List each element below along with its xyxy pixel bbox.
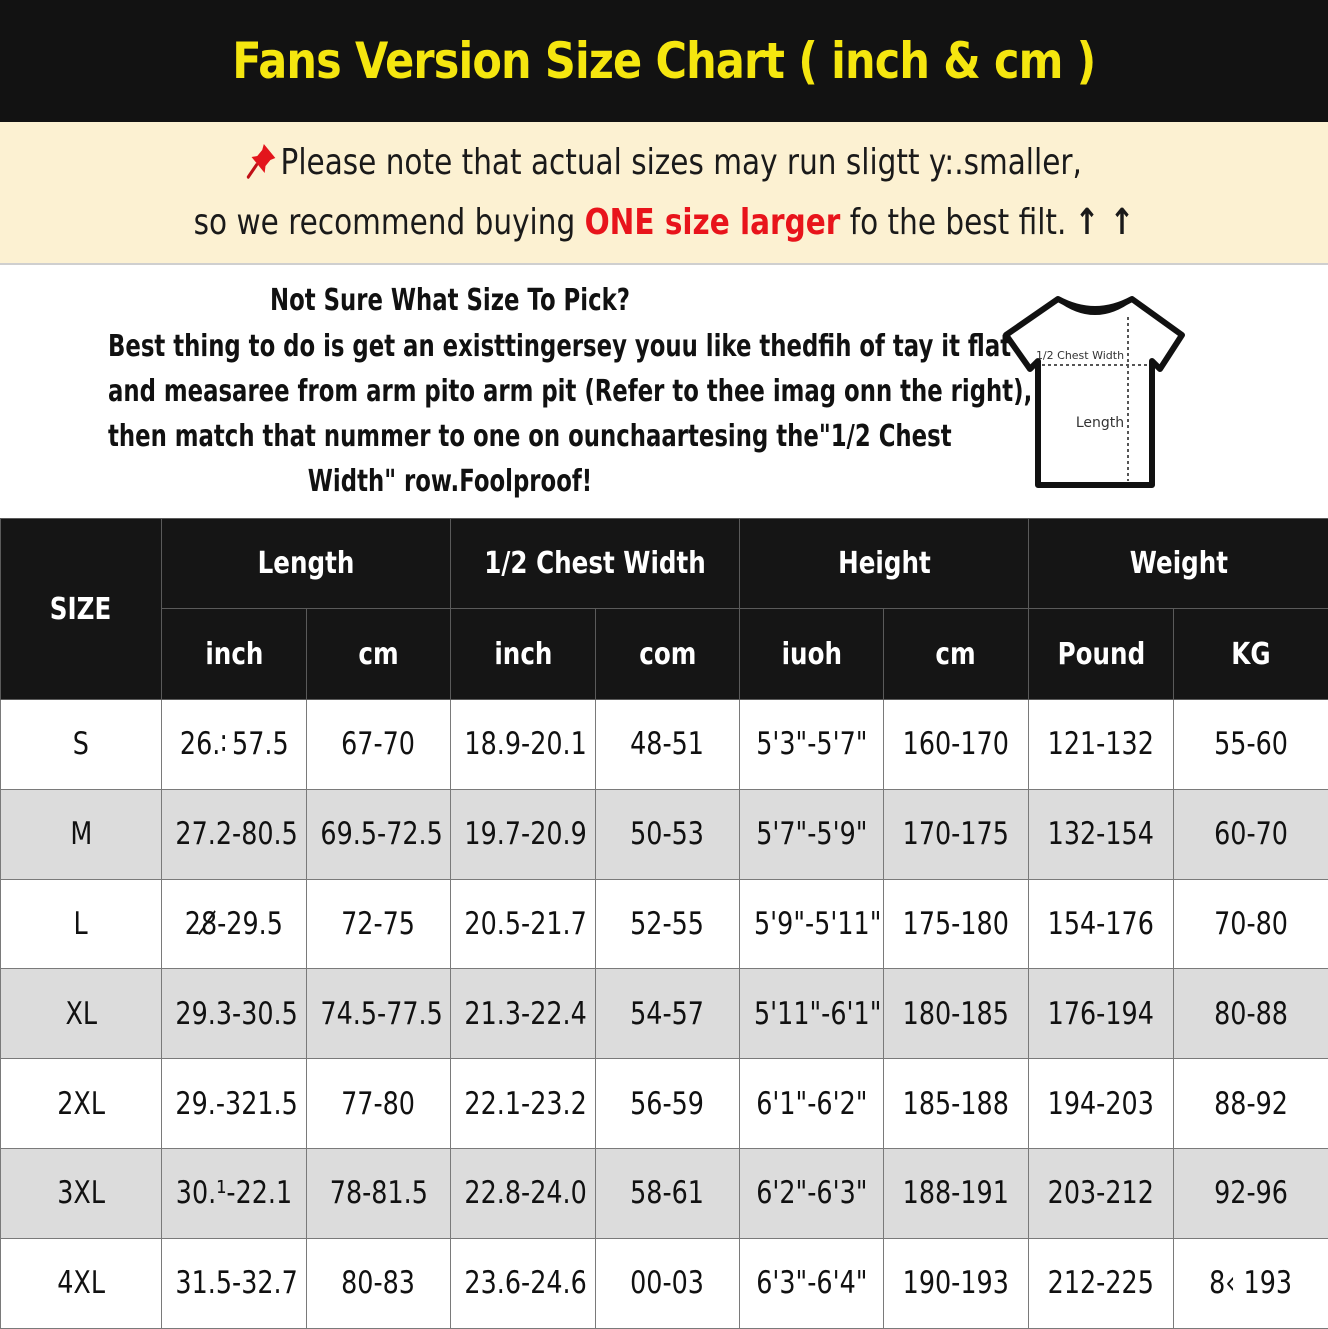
table-cell: 00-03	[596, 1238, 740, 1328]
table-cell: 21.3-22.4	[451, 969, 596, 1059]
unit-header: inch	[451, 609, 596, 700]
table-cell: 78-81.5	[307, 1148, 451, 1238]
intro-line: Best thing to do is get an existtingersey youu like thedfih of tay it flat	[108, 329, 792, 364]
table-cell: 5'3"-5'7"	[740, 700, 884, 790]
table-cell: 212-225	[1029, 1238, 1174, 1328]
intro-line: Width" row.Foolproof!	[108, 464, 792, 499]
table-cell: 18.9-20.1	[451, 700, 596, 790]
page-title: Fans Version Size Chart ( inch & cm )	[232, 32, 1095, 90]
table-row	[1, 1059, 1328, 1149]
table-cell: 6'2"-6'3"	[740, 1148, 884, 1238]
table-cell: 194-203	[1029, 1059, 1174, 1149]
table-cell: 5'9"-5'11"	[740, 879, 884, 969]
sizing-notice	[0, 122, 1328, 265]
size-cell: L	[1, 879, 162, 969]
tshirt-icon	[1000, 287, 1190, 497]
table-cell: 29.3-30.5	[162, 969, 307, 1059]
table-cell: 69.5-72.5	[307, 789, 451, 879]
intro-section	[0, 265, 1328, 518]
table-cell: 26.∶ 57.5	[162, 700, 307, 790]
unit-header: iuoh	[740, 609, 884, 700]
table-row	[1, 969, 1328, 1059]
table-cell: 6'3"-6'4"	[740, 1238, 884, 1328]
chest-width-label: 1/2 Chest Width	[1036, 349, 1124, 362]
notice-highlight: ONE size larger	[585, 202, 841, 243]
table-cell: 5'7"-5'9"	[740, 789, 884, 879]
table-cell: 28̸-29.5	[162, 879, 307, 969]
pushpin-icon	[246, 140, 279, 189]
height-group-header: Height	[740, 519, 1029, 609]
table-cell: 56-59	[596, 1059, 740, 1149]
weight-group-header: Weight	[1029, 519, 1328, 609]
intro-line: then match that nummer to one on ounchaartesing the"1/2 Chest	[108, 419, 792, 454]
table-cell: 50-53	[596, 789, 740, 879]
table-cell: 67-70	[307, 700, 451, 790]
table-cell: 19.7-20.9	[451, 789, 596, 879]
table-cell: 80-88	[1174, 969, 1328, 1059]
table-cell: 80-83	[307, 1238, 451, 1328]
table-cell: 20.5-21.7	[451, 879, 596, 969]
unit-header: Pound	[1029, 609, 1174, 700]
table-cell: 48-51	[596, 700, 740, 790]
size-cell: 2XL	[1, 1059, 162, 1149]
table-cell: 23.6-24.6	[451, 1238, 596, 1328]
size-cell: M	[1, 789, 162, 879]
table-cell: 92-96	[1174, 1148, 1328, 1238]
table-cell: 52-55	[596, 879, 740, 969]
table-row	[1, 879, 1328, 969]
table-row	[1, 1238, 1328, 1328]
notice-line-2	[120, 202, 1209, 243]
table-cell: 54-57	[596, 969, 740, 1059]
unit-header: cm	[884, 609, 1029, 700]
table-cell: 180-185	[884, 969, 1029, 1059]
table-cell: 5'11"-6'1"	[740, 969, 884, 1059]
notice-line-1	[120, 140, 1209, 189]
table-cell: 70-80	[1174, 879, 1328, 969]
table-cell: 170-175	[884, 789, 1029, 879]
table-cell: 190-193	[884, 1238, 1029, 1328]
table-row	[1, 1148, 1328, 1238]
unit-header: KG	[1174, 609, 1328, 700]
length-group-header: Length	[162, 519, 451, 609]
table-cell: 74.5-77.5	[307, 969, 451, 1059]
table-cell: 121-132	[1029, 700, 1174, 790]
table-cell: 160-170	[884, 700, 1029, 790]
table-row	[1, 700, 1328, 790]
size-table-body	[1, 700, 1328, 1329]
notice-prefix: so we recommend buying	[194, 202, 585, 243]
table-cell: 185-188	[884, 1059, 1029, 1149]
unit-header: cm	[307, 609, 451, 700]
table-cell: 22.1-23.2	[451, 1059, 596, 1149]
table-cell: 58-61	[596, 1148, 740, 1238]
intro-line: and measaree from arm pito arm pit (Refer to thee imag onn the right),	[108, 374, 792, 409]
table-cell: 29.-321.5	[162, 1059, 307, 1149]
table-cell: 8‹ 193	[1174, 1238, 1328, 1328]
table-cell: 60-70	[1174, 789, 1328, 879]
table-cell: 188-191	[884, 1148, 1029, 1238]
table-cell: 77-80	[307, 1059, 451, 1149]
size-cell: XL	[1, 969, 162, 1059]
table-cell: 132-154	[1029, 789, 1174, 879]
table-cell: 55-60	[1174, 700, 1328, 790]
table-cell: 6'1"-6'2"	[740, 1059, 884, 1149]
up-arrows-icon: ↑ ↑	[1075, 202, 1135, 243]
table-cell: 27.2-80.5	[162, 789, 307, 879]
table-row	[1, 789, 1328, 879]
unit-header: com	[596, 609, 740, 700]
size-table	[0, 518, 1328, 1329]
table-cell: 175-180	[884, 879, 1029, 969]
notice-text-1: Please note that actual sizes may run sligtt y:.smaller,	[281, 142, 1082, 183]
table-cell: 154-176	[1029, 879, 1174, 969]
size-cell: 3XL	[1, 1148, 162, 1238]
notice-suffix: fo the best filt.	[840, 202, 1066, 243]
size-cell: 4XL	[1, 1238, 162, 1328]
length-label: Length	[1076, 415, 1124, 431]
size-header: SIZE	[1, 519, 162, 700]
table-cell: 176-194	[1029, 969, 1174, 1059]
size-cell: S	[1, 700, 162, 790]
chest-group-header: 1/2 Chest Width	[451, 519, 740, 609]
title-bar	[0, 0, 1328, 122]
unit-header: inch	[162, 609, 307, 700]
table-cell: 72-75	[307, 879, 451, 969]
table-cell: 203-212	[1029, 1148, 1174, 1238]
table-cell: 88-92	[1174, 1059, 1328, 1149]
table-cell: 31.5-32.7	[162, 1238, 307, 1328]
table-cell: 30.¹-22.1	[162, 1148, 307, 1238]
table-cell: 22.8-24.0	[451, 1148, 596, 1238]
intro-heading: Not Sure What Size To Pick?	[108, 283, 792, 318]
